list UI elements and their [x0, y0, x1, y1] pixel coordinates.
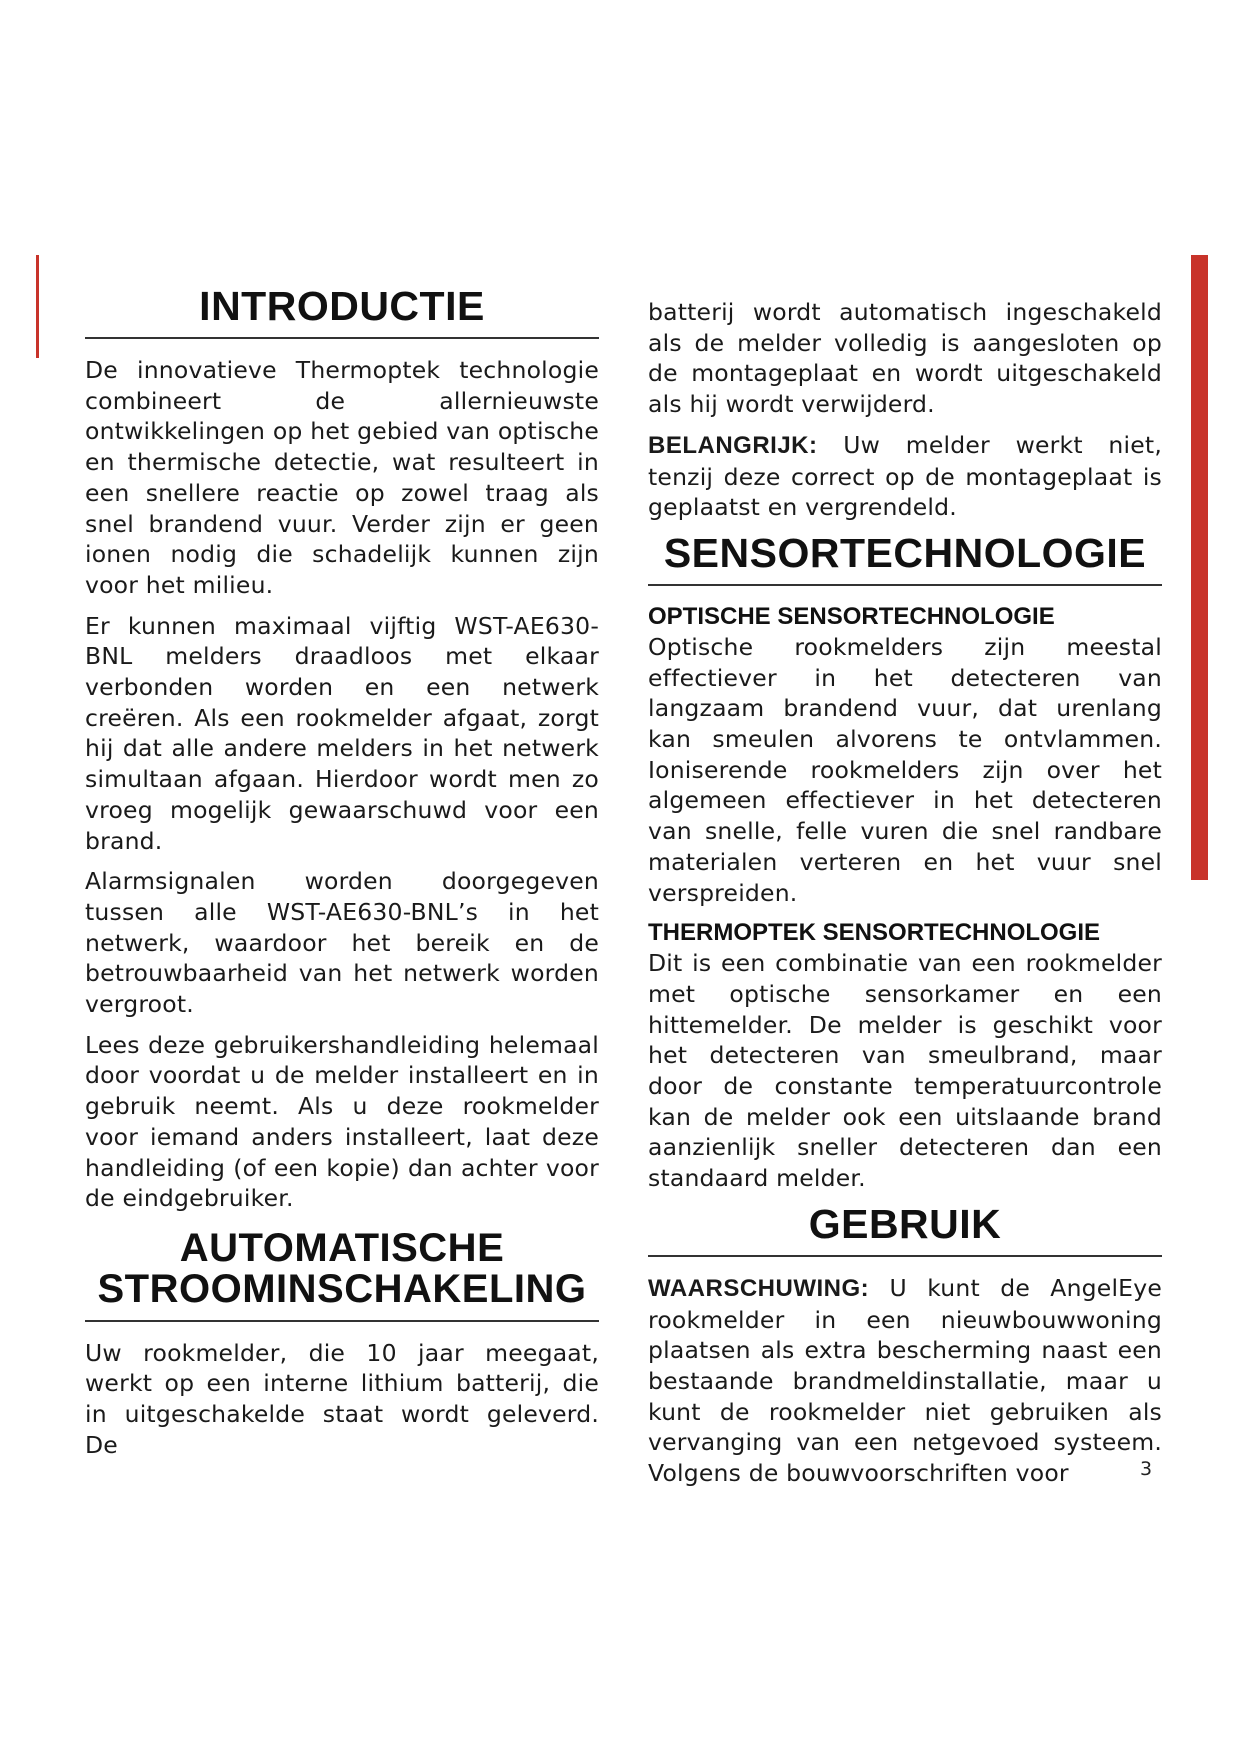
auto-power-heading-line-1: AUTOMATISCHE [179, 1225, 505, 1270]
auto-power-heading-line-2: STROOMINSCHAKELING [97, 1266, 587, 1311]
intro-heading: INTRODUCTIE [85, 286, 599, 339]
intro-paragraph-2: Er kunnen maximaal vijftig WST-AE630-BNL melders draadloos met elkaar verbonden worden en een netwerk creëren. Als een rookmelder afgaat, zorgt hij dat alle andere melders in het netwerk simultaan afgaan. Hierdoor wordt men zo vroeg mogelijk gewaarschuwd voor een brand. [85, 611, 599, 855]
page-number: 3 [1140, 1458, 1153, 1480]
thermoptek-paragraph: Dit is een combinatie van een rookmelder met optische sensorkamer en een hittemelder. De melder is geschikt voor het detecteren van smeulbrand, maar door de constante temperatuurcontrole kan de melder ook een uitslaande brand aanzienlijk sneller detecteren dan een standaard melder. [648, 949, 1162, 1193]
thermoptek-subheading: THERMOPTEK SENSORTECHNOLOGIE [648, 919, 1101, 947]
warning-paragraph [648, 1273, 1162, 1489]
auto-power-heading [85, 1225, 599, 1322]
left-column [85, 283, 599, 1470]
important-text: Uw melder werkt niet, tenzij deze correct op de montageplaat is geplaatst en vergrendeld. [648, 430, 1162, 522]
battery-paragraph: batterij wordt automatisch ingeschakeld als de melder volledig is aangesloten op de montageplaat en wordt uitgeschakeld als hij wordt verwijderd. [648, 298, 1162, 419]
warning-label: WAARSCHUWING: [648, 1274, 870, 1302]
use-heading: GEBRUIK [648, 1204, 1162, 1257]
warning-text: U kunt de AngelEye rookmelder in een nieuwbouwwoning plaatsen als extra bescherming naast een bestaande brandmeldinstallatie, maar u kunt de rookmelder niet gebruiken als vervanging van een netgevoed systeem. Volgens de bouwvoorschriften voor [648, 1273, 1162, 1488]
important-label: BELANGRIJK: [648, 431, 818, 459]
intro-paragraph-4: Lees deze gebruikershandleiding helemaal door voordat u de melder installeert en in gebruik neemt. Als u deze rookmelder voor iemand anders installeert, laat deze handleiding (of een kopie) dan achter voor de eindgebruiker. [85, 1030, 599, 1213]
auto-power-paragraph: Uw rookmelder, die 10 jaar meegaat, werkt op een interne lithium batterij, die in uitgeschakelde staat wordt geleverd. De [85, 1338, 599, 1459]
important-paragraph [648, 430, 1162, 523]
optical-subheading: OPTISCHE SENSORTECHNOLOGIE [648, 602, 1055, 630]
right-column [648, 297, 1162, 1499]
right-accent-bar [1191, 255, 1208, 880]
sensor-heading: SENSORTECHNOLOGIE [648, 533, 1162, 586]
intro-paragraph-1: De innovatieve Thermoptek technologie combineert de allernieuwste ontwikkelingen op het gebied van optische en thermische detectie, wat resulteert in een snellere reactie op zowel traag als snel brandend vuur. Verder zijn er geen ionen nodig die schadelijk kunnen zijn voor het milieu. [85, 356, 599, 599]
left-accent-bar [36, 255, 39, 358]
optical-paragraph: Optische rookmelders zijn meestal effectiever in het detecteren van langzaam brandend vuur, dat urenlang kan smeulen alvorens te ontvlammen. Ioniserende rookmelders zijn over het algemeen effectiever in het detecteren van snelle, felle vuren die snel randbare materialen verteren en het vuur snel verspreiden. [648, 632, 1162, 907]
intro-paragraph-3: Alarmsignalen worden doorgegeven tussen alle WST-AE630-BNL’s in het netwerk, waardoor het bereik en de betrouwbaarheid van het netwerk worden vergroot. [85, 867, 599, 1019]
